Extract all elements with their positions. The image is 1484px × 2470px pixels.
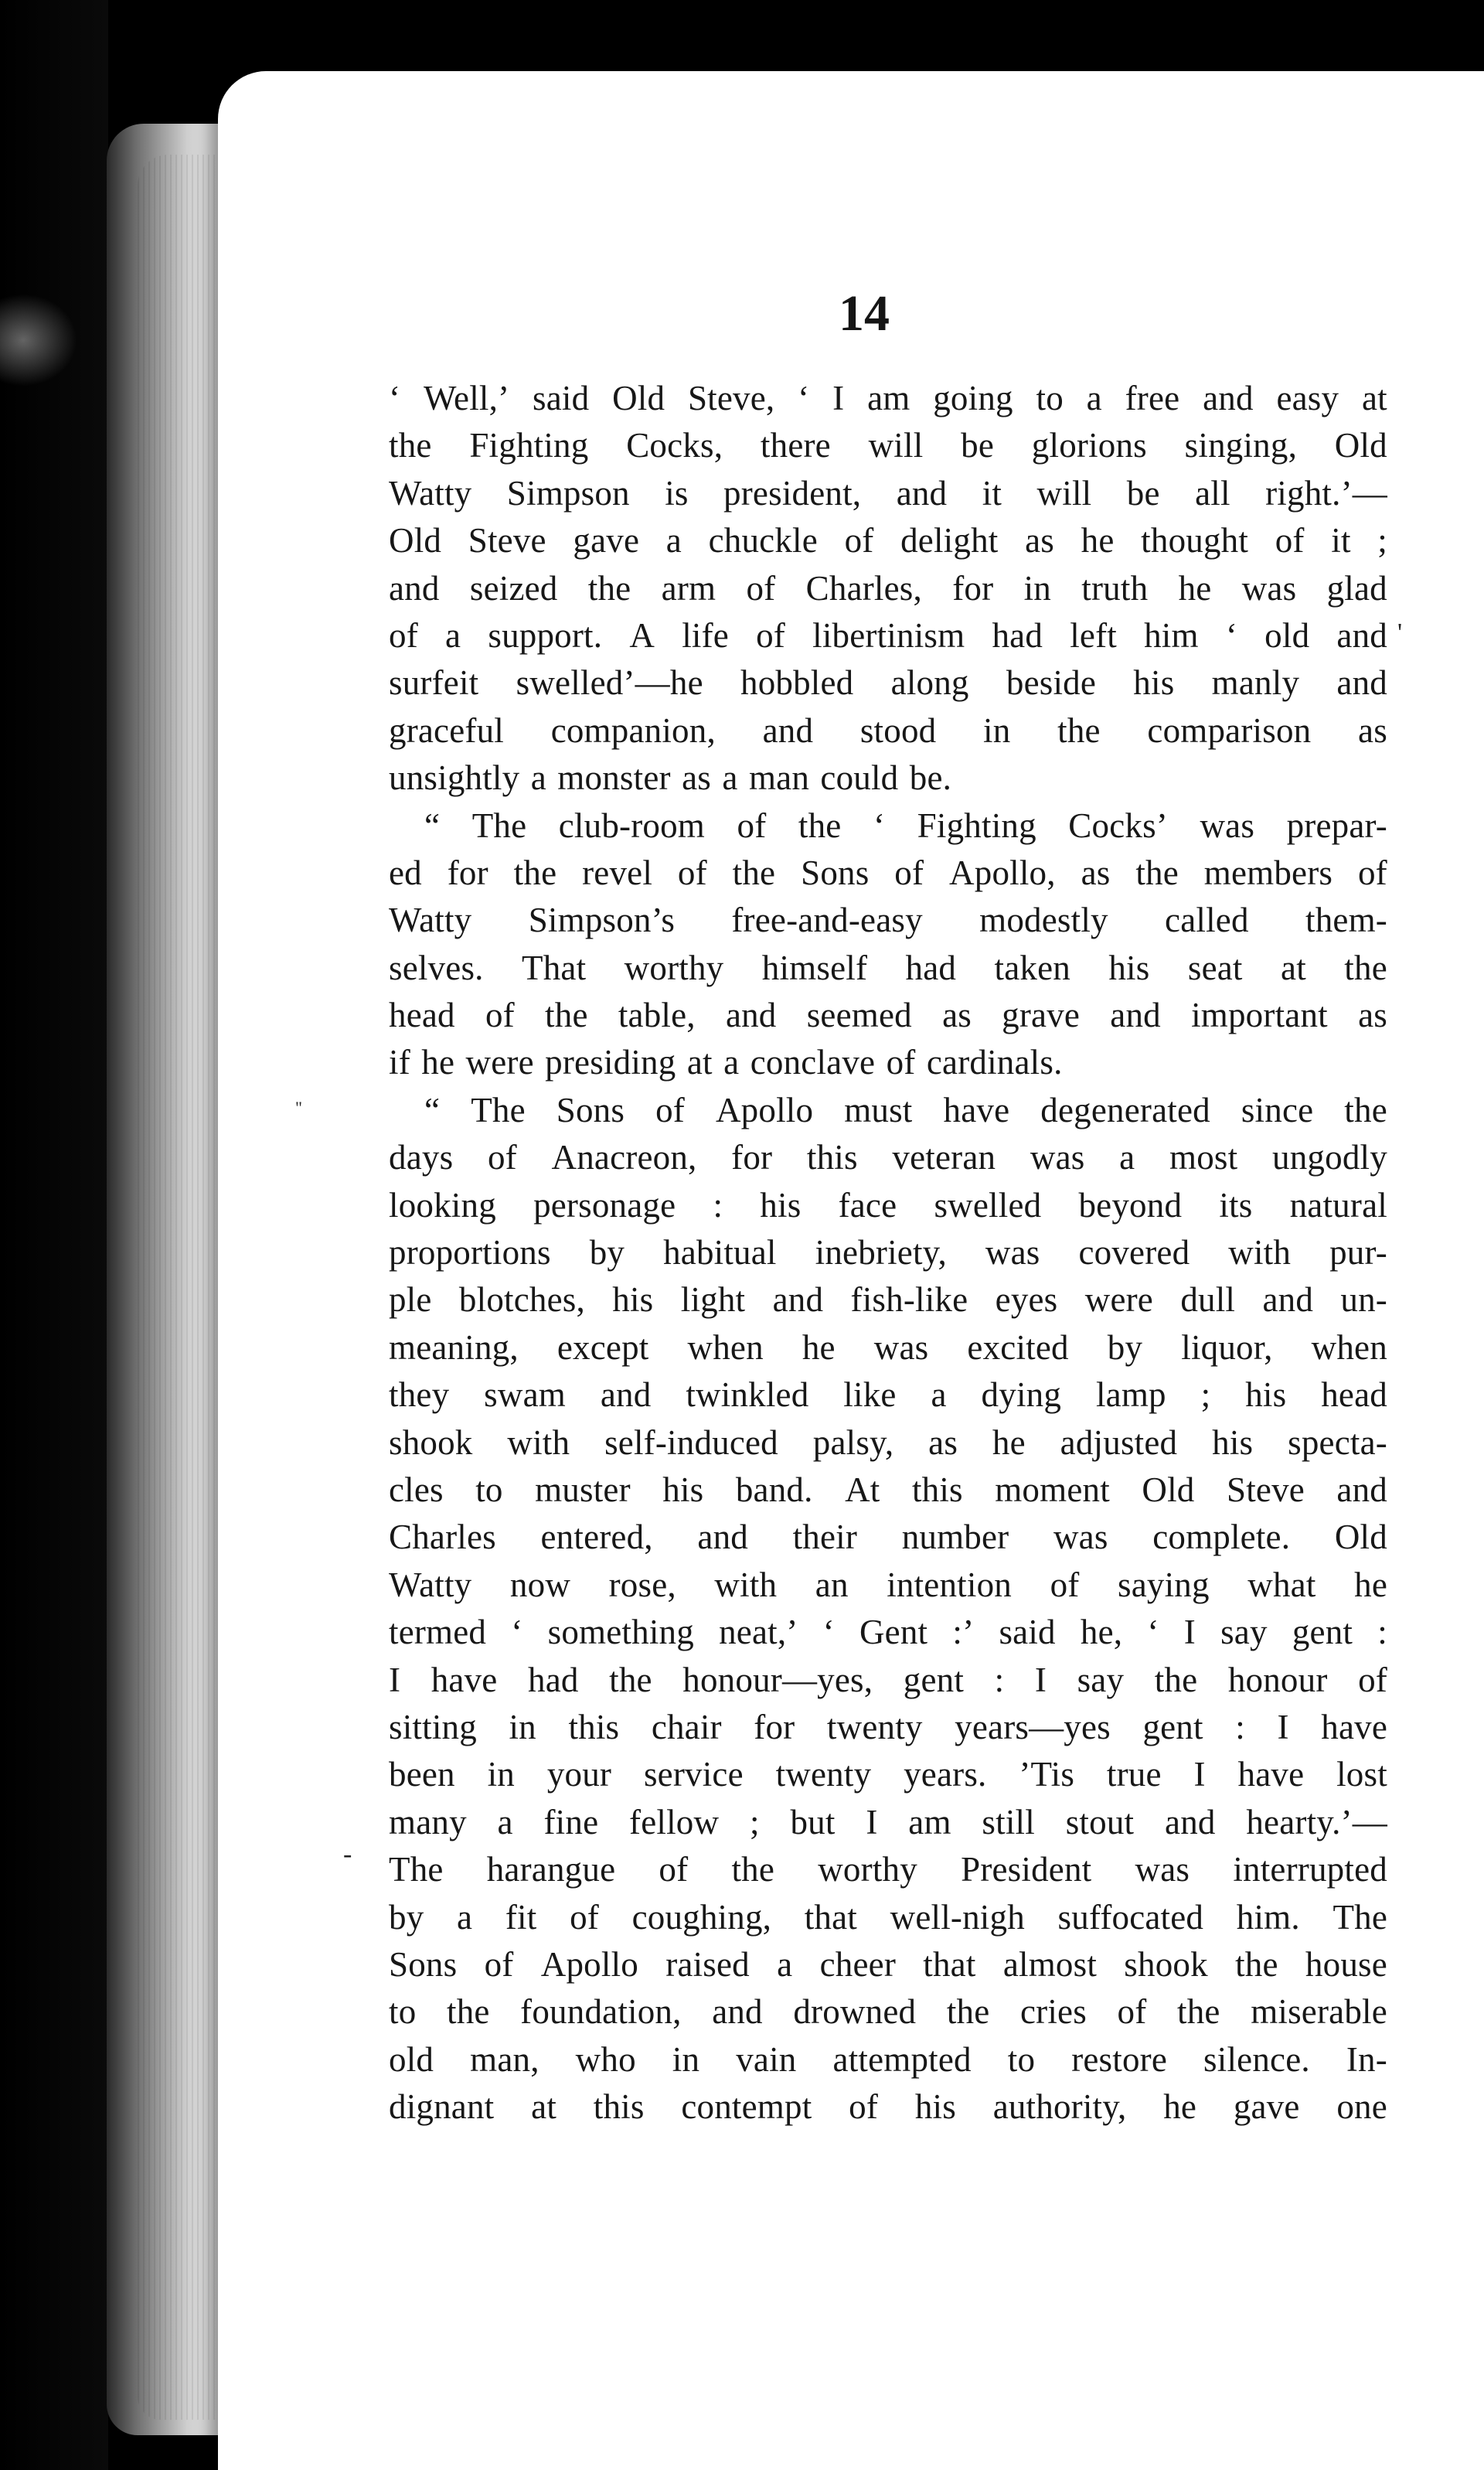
text-line: many a fine fellow ; but I am still stout and hearty.’— (389, 1802, 1387, 1841)
page-number: 14 (839, 285, 890, 342)
text-line: looking personage : his face swelled beyond its natural (389, 1185, 1387, 1225)
text-line: surfeit swelled’—he hobbled along beside his manly and (389, 663, 1387, 703)
margin-mark: ' (1397, 618, 1403, 647)
text-line: The harangue of the worthy President was interrupted (389, 1850, 1387, 1889)
text-line: “ The club-room of the ‘ Fighting Cocks’ was prepar- (424, 806, 1387, 845)
text-line: meaning, except when he was excited by liquor, when (389, 1327, 1387, 1367)
text-line: shook with self-induced palsy, as he adjusted his specta- (389, 1422, 1387, 1462)
text-line: “ The Sons of Apollo must have degenerated since the (424, 1090, 1387, 1129)
text-line: of a support. A life of libertinism had left him ‘ old and (389, 615, 1387, 655)
text-line: they swam and twinkled like a dying lamp ; his head (389, 1375, 1387, 1415)
text-line: been in your service twenty years. ’Tis true I have lost (389, 1755, 1387, 1794)
text-line: Sons of Apollo raised a cheer that almost shook the house (389, 1944, 1387, 1984)
text-line: to the foundation, and drowned the cries of the miserable (389, 1992, 1387, 2032)
text-line: Watty Simpson is president, and it will be all right.’— (389, 473, 1387, 513)
text-line: I have had the honour—yes, gent : I say the honour of (389, 1660, 1387, 1699)
text-line: Watty now rose, with an intention of saying what he (389, 1565, 1387, 1604)
text-line: ple blotches, his light and fish-like eyes were dull and un- (389, 1280, 1387, 1320)
text-line: ‘ Well,’ said Old Steve, ‘ I am going to a free and easy at (389, 379, 1387, 417)
text-line: by a fit of coughing, that well-nigh suffocated him. The (389, 1897, 1387, 1937)
text-line: unsightly a monster as a man could be. (389, 758, 952, 798)
text-line: and seized the arm of Charles, for in truth he was glad (389, 568, 1387, 608)
text-line: sitting in this chair for twenty years—yes gent : I have (389, 1707, 1387, 1746)
margin-mark: " (295, 1098, 302, 1117)
text-line: selves. That worthy himself had taken his seat at the (389, 948, 1387, 987)
text-line: Watty Simpson’s free-and-easy modestly called them- (389, 901, 1387, 940)
text-line: termed ‘ something neat,’ ‘ Gent :’ said he, ‘ I say gent : (389, 1613, 1387, 1652)
text-line: old man, who in vain attempted to restore silence. In- (389, 2039, 1387, 2079)
text-line: cles to muster his band. At this moment Old Steve and (389, 1470, 1387, 1509)
text-line: ed for the revel of the Sons of Apollo, as the members of (389, 853, 1387, 892)
text-line: the Fighting Cocks, there will be glorions singing, Old (389, 426, 1387, 465)
text-line: graceful companion, and stood in the comparison as (389, 710, 1387, 750)
scan-glare (0, 294, 77, 387)
text-line: if he were presiding at a conclave of cardinals. (389, 1043, 1063, 1082)
margin-mark: - (343, 1840, 352, 1869)
text-line: head of the table, and seemed as grave and important as (389, 996, 1387, 1035)
text-line: days of Anacreon, for this veteran was a most ungodly (389, 1138, 1387, 1177)
text-line: proportions by habitual inebriety, was covered with pur- (389, 1233, 1387, 1272)
text-line: Old Steve gave a chuckle of delight as he thought of it ; (389, 521, 1387, 560)
text-line: dignant at this contempt of his authority, he gave one (389, 2087, 1387, 2127)
body-text (389, 375, 1387, 2131)
text-line: Charles entered, and their number was complete. Old (389, 1518, 1387, 1557)
